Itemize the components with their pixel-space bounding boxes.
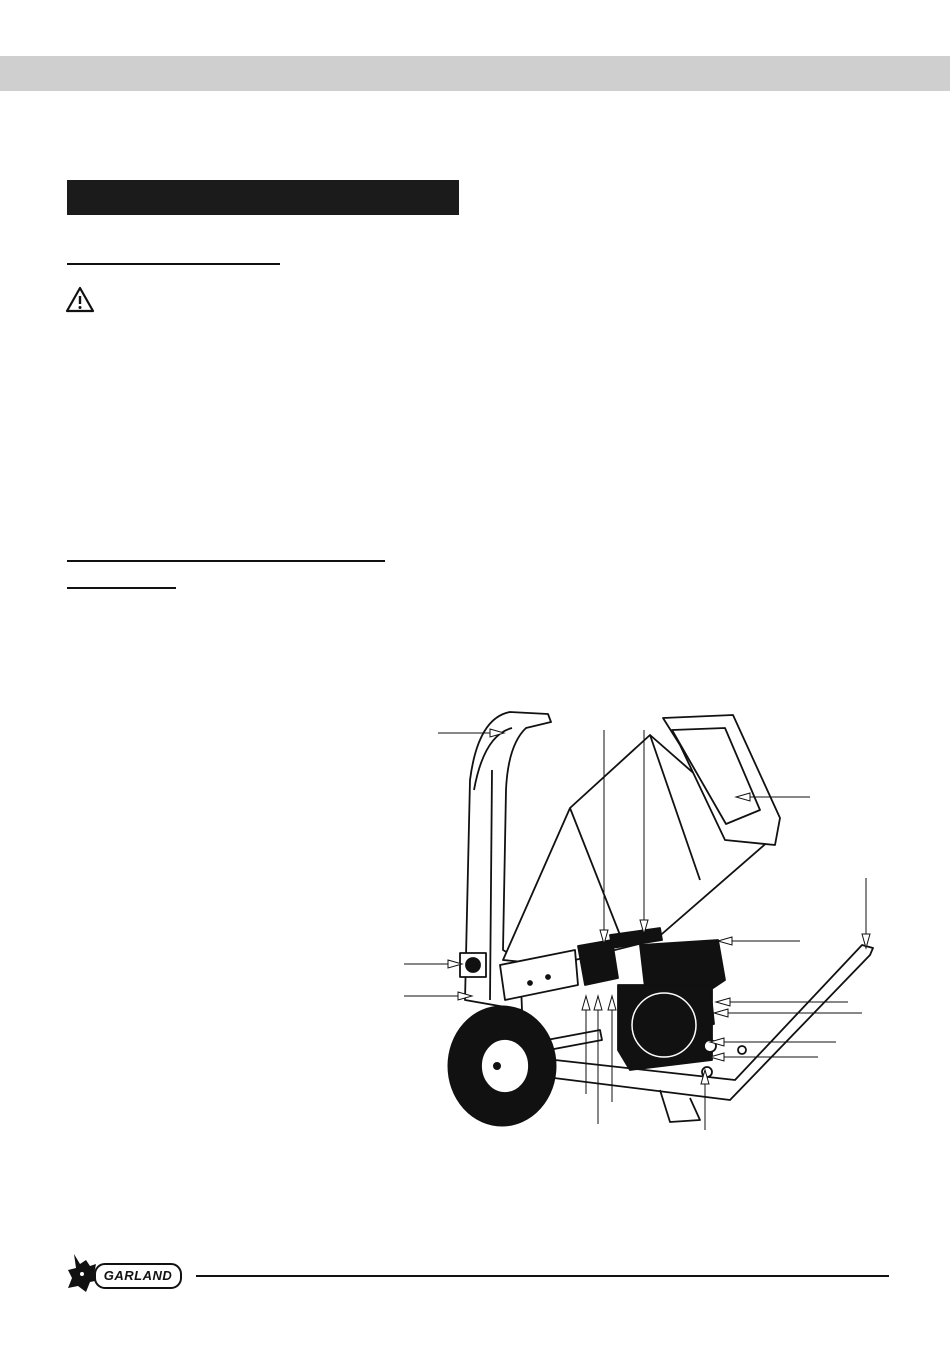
subheading-underline [67,263,280,265]
footer-rule [196,1275,889,1277]
garland-logo [66,1250,182,1294]
subheading-underline-3 [67,587,176,589]
header-band [0,56,950,91]
chipper-illustration [395,698,875,1138]
warning-triangle-icon [65,286,95,314]
brand-wordmark: GARLAND [94,1263,182,1289]
subheading-underline-2 [67,560,385,562]
section-title-bar [67,180,459,215]
